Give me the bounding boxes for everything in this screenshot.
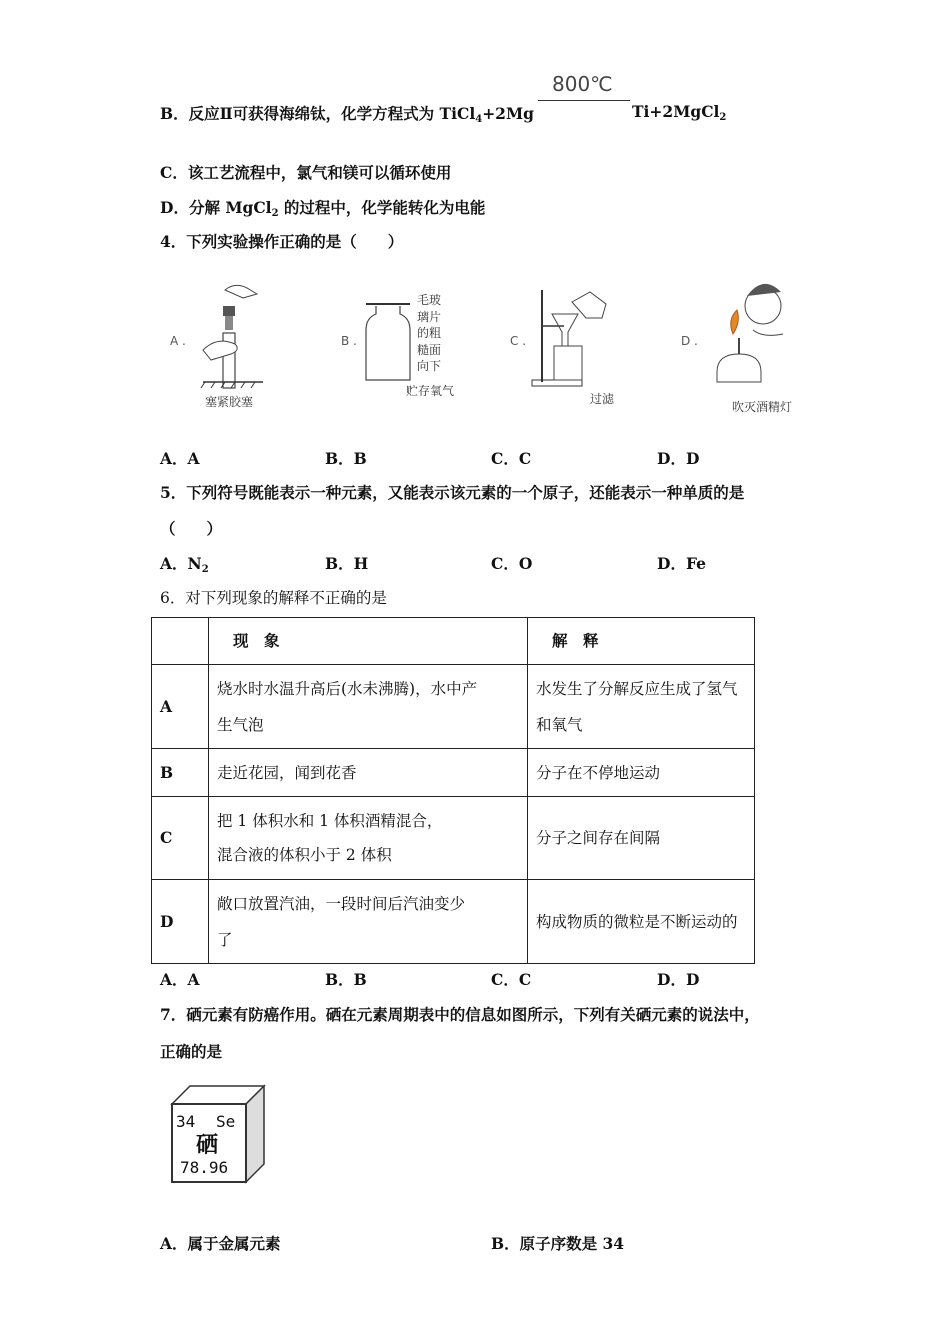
fig-b-letter: B .: [341, 334, 357, 348]
fig-c-filtration-illustration: [528, 280, 618, 390]
q5-option-c: C．O: [491, 554, 533, 573]
header-explanation: 解 释: [528, 618, 755, 665]
fig-d-caption: 吹灭酒精灯: [732, 400, 793, 414]
q4-option-a: A．A: [160, 449, 200, 468]
phenomenon-cell: 走近花园，闻到花香: [209, 749, 528, 797]
q3-option-d: D．分解 MgCl$_2$ 的过程中，化学能转化为电能: [160, 198, 486, 219]
fig-d-letter: D .: [681, 334, 698, 348]
explanation-cell: 水发生了分解反应生成了氢气 和氧气: [528, 665, 755, 749]
explanation-cell: 分子之间存在间隔: [528, 797, 755, 880]
q3-option-b-products: Ti+2MgCl$_2$: [632, 102, 727, 123]
reaction-condition: 800℃: [538, 70, 630, 110]
row-key: B: [152, 749, 209, 797]
table-row: [152, 880, 755, 964]
q5-option-d: D．Fe: [657, 554, 706, 573]
explanation-cell: 分子在不停地运动: [528, 749, 755, 797]
fig-a-stopper-illustration: [195, 278, 275, 393]
phenomenon-cell: 敞口放置汽油，一段时间后汽油变少 了: [209, 880, 528, 964]
q6-stem: 6．对下列现象的解释不正确的是: [160, 589, 387, 607]
fig-a-caption: 塞紧胶塞: [205, 395, 254, 409]
table-row: [152, 749, 755, 797]
table-row: [152, 797, 755, 880]
row-key: C: [152, 797, 209, 880]
q4-option-b: B．B: [325, 449, 367, 468]
q7-option-b: B．原子序数是 34: [491, 1234, 625, 1253]
table-header-row: [152, 618, 755, 665]
q3-option-b: B．反应Ⅱ可获得海绵钛，化学方程式为 TiCl$_4$+2Mg: [160, 104, 534, 125]
q7-stem-line2: 正确的是: [160, 1042, 223, 1061]
q6-table: [151, 617, 755, 964]
atomic-number: 34: [176, 1112, 196, 1131]
fig-d-lamp-illustration: [705, 276, 800, 400]
q4-option-c: C．C: [491, 449, 532, 468]
q4-option-d: D．D: [657, 449, 700, 468]
phenomenon-cell: 烧水时水温升高后(水未沸腾)，水中产 生气泡: [209, 665, 528, 749]
q6-option-c: C．C: [491, 970, 532, 989]
fig-b-caption: 贮存氧气: [406, 384, 455, 398]
fig-c-caption: 过滤: [590, 392, 615, 406]
q4-stem: 4．下列实验操作正确的是（ ）: [160, 232, 404, 251]
q6-option-b: B．B: [325, 970, 367, 989]
q5-option-b: B．H: [325, 554, 369, 573]
phenomenon-cell: 把 1 体积水和 1 体积酒精混合， 混合液的体积小于 2 体积: [209, 797, 528, 880]
fig-b-gas-bottle-illustration: [362, 296, 414, 384]
table-row: [152, 665, 755, 749]
header-phenomenon: 现 象: [209, 618, 528, 665]
row-key: A: [152, 665, 209, 749]
atomic-mass: 78.96: [180, 1158, 229, 1177]
row-key: D: [152, 880, 209, 964]
q7-option-a: A．属于金属元素: [160, 1234, 281, 1253]
q5-paren: （ ）: [160, 519, 223, 538]
q7-stem-line1: 7．硒元素有防癌作用。硒在元素周期表中的信息如图所示，下列有关硒元素的说法中，: [160, 1005, 760, 1024]
element-tile: [168, 1082, 268, 1186]
fig-c-letter: C .: [510, 334, 527, 348]
fig-b-note: 毛玻 璃片 的粗 糙面 向下: [417, 293, 442, 373]
element-name: 硒: [196, 1132, 219, 1158]
q3-option-c: C．该工艺流程中，氯气和镁可以循环使用: [160, 163, 452, 182]
equation-line: [538, 100, 630, 101]
element-symbol: Se: [216, 1112, 236, 1131]
q6-option-d: D．D: [657, 970, 700, 989]
explanation-cell: 构成物质的微粒是不断运动的: [528, 880, 755, 964]
q6-option-a: A．A: [160, 970, 200, 989]
q5-option-a: A．$N_2$: [160, 554, 209, 575]
fig-a-letter: A .: [170, 334, 186, 348]
q5-stem: 5．下列符号既能表示一种元素，又能表示该元素的一个原子，还能表示一种单质的是: [160, 483, 745, 502]
